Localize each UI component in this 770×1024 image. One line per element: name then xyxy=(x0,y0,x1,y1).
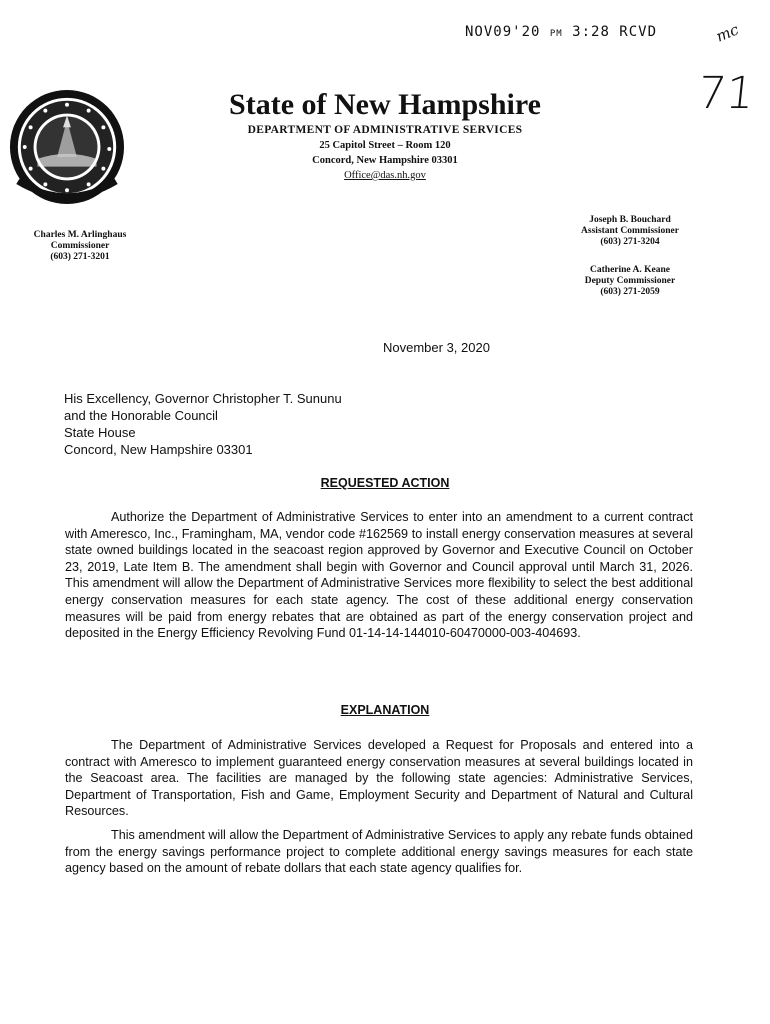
letterhead-title: State of New Hampshire xyxy=(229,88,541,121)
assistant-commissioner-phone: (603) 271-3204 xyxy=(600,237,660,247)
stamp-time: 3:28 RCVD xyxy=(572,24,658,40)
requested-action-heading: REQUESTED ACTION xyxy=(320,476,450,490)
deputy-commissioner-title: Deputy Commissioner xyxy=(584,276,676,286)
received-stamp xyxy=(465,24,657,40)
office-email-link[interactable]: Office@das.nh.gov xyxy=(344,170,426,181)
deputy-commissioner-phone: (603) 271-2059 xyxy=(600,287,660,297)
deputy-commissioner-name: Catherine A. Keane xyxy=(590,265,670,275)
handwritten-item-number: 71 xyxy=(695,68,757,119)
address-line-1: 25 Capitol Street – Room 120 xyxy=(319,140,451,151)
deputy-commissioner-block xyxy=(530,265,730,298)
letter-date: November 3, 2020 xyxy=(383,340,490,355)
commissioner-block xyxy=(10,230,150,263)
explanation-heading: EXPLANATION xyxy=(340,703,430,717)
addressee-line: His Excellency, Governor Christopher T. Sununu xyxy=(64,391,342,406)
department-name: DEPARTMENT OF ADMINISTRATIVE SERVICES xyxy=(247,124,523,136)
commissioner-title: Commissioner xyxy=(50,241,110,251)
addressee-line: State House xyxy=(64,425,136,440)
assistant-commissioner-title: Assistant Commissioner xyxy=(581,226,679,236)
stamp-date: NOV09'20 xyxy=(465,24,541,40)
assistant-commissioner-name: Joseph B. Bouchard xyxy=(589,215,671,225)
assistant-commissioner-block xyxy=(530,215,730,248)
commissioner-name: Charles M. Arlinghaus xyxy=(33,230,127,240)
stamp-pm: PM xyxy=(549,29,563,39)
address-line-2: Concord, New Hampshire 03301 xyxy=(312,155,458,166)
commissioner-phone: (603) 271-3201 xyxy=(50,252,110,262)
explanation-paragraph-2: This amendment will allow the Department of Administrative Services to apply any rebate funds obtained from the energy savings performance project to complete additional energy savings measures for each state agency based on the amount of rebate dollars that each state agency qualifies for. xyxy=(65,828,693,876)
addressee-block xyxy=(64,390,342,458)
addressee-line: Concord, New Hampshire 03301 xyxy=(64,442,253,457)
handwritten-initials: mc xyxy=(713,20,742,46)
explanation-paragraph-1: The Department of Administrative Services developed a Request for Proposals and entered into a contract with Ameresco to implement guaranteed energy conservation measures at several buildings located in the Seacoast area. The facilities are managed by the following state agencies: Administrative Services, Department of Transportation, Fish and Game, Employment Security and Department of Natural and Cultural Resources. xyxy=(65,738,693,819)
addressee-line: and the Honorable Council xyxy=(64,408,218,423)
requested-action-body: Authorize the Department of Administrative Services to enter into an amendment to a current contract with Ameresco, Inc., Framingham, MA, vendor code #162569 to install energy conservation measures at several state owned buildings located in the seacoast region approved by Governor and Executive Council on October 23, 2019, Late Item B. The amendment shall begin with Governor and Council approval until March 31, 2026. This amendment will allow the Department of Administrative Services more flexibility to select the best additional energy conservation measures for each state agency. The cost of these additional energy conservation measures will be paid from energy rebates that are obtained as part of the energy conservation project and deposited in the Energy Efficiency Revolving Fund 01-14-14-144010-60470000-003-404693. xyxy=(65,510,693,641)
